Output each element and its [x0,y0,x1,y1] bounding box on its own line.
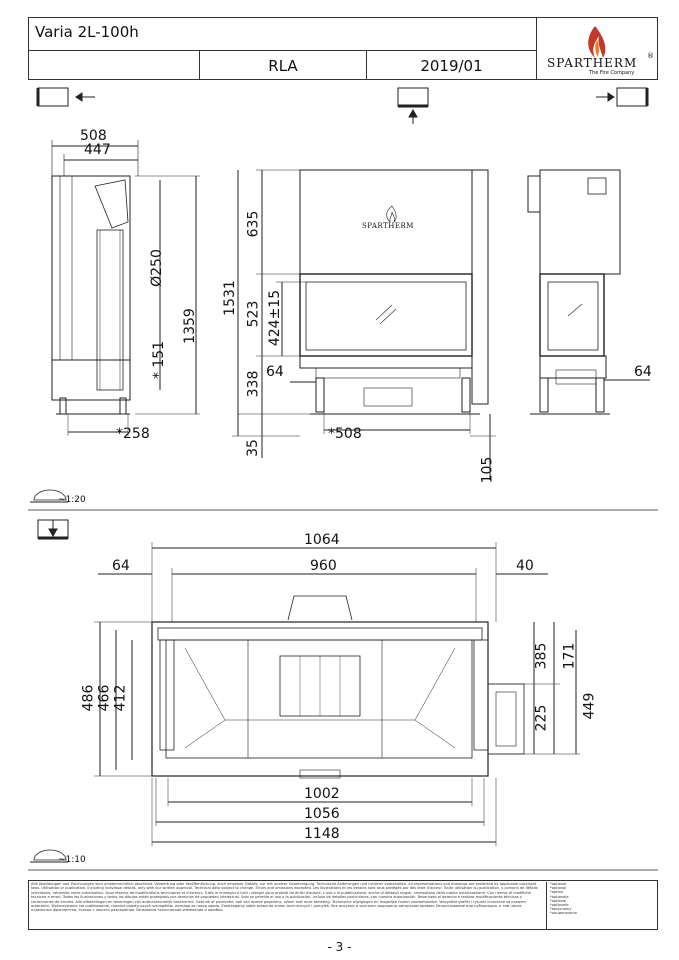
option-item: *опционально [550,911,577,916]
page-number: - 3 - [327,940,352,954]
dim-plan-1148: 1148 [304,826,340,842]
dim-plan-412: 412 [112,684,129,712]
dim-front-105: 105 [479,456,496,484]
left-view-icon [38,88,95,106]
dim-front-523: 523 [245,300,262,328]
front-view-icon [398,88,428,124]
model-name: Varia 2L-100h [35,23,139,41]
dim-right-64: 64 [634,364,652,380]
option-item: *option [550,890,564,895]
scale-label-top: ~1:20 [58,495,86,505]
right-view-icon [596,88,647,106]
dim-front-508: *508 [328,426,362,442]
dim-side-508: 508 [80,128,107,144]
legal-text: Alle Abbildungen und Zeichnungen sind urheberrechtlich geschützt. Verwertung oder Veröffentlichung, auch einzelner Details, nur mit unserer Genehmigung. Technische Änderungen und Irrtümer vorbehalten. All representations and drawings are protected by applicable copyright laws. Utilisation or publication, including individual details, only with our written approval. Technical data subject to change. Errors and omissions excepted. Les illustrations et les dessins sont tous protégés par des droit d'auteur. Toute utilisation ou publication, y compris de détails individuels, nécessite notre autorisation. Sous réserve de modifications techniques et d'erreurs. Tutte le immagini e tutti i disegni sono protetti da diritti d'autore. L'uso o la pubblicazione, anche di dettagli singoli, necessitano della nostra autorizzazione. Con riserva di modifiche tecniche e errori. Todas las ilustraciones y todos los dibujos están protegidos por derechos de propiedad intelectual. Solo se permite el uso o la publicación, incluso de detalles particulares, con nuestra autorización. Reservado el derecho a realizar modificaciones técnicas y correcciones de errores. Alle afbeeldingen en tekeningen zijn auteursrechtelijk beschermd. Gebruik of publicatie, ook van aparte gegevens, alleen met onze toelating. Technische wijzigingen en mogelijke fouten voorbehouden. Wszystkie grafiki i rysunki chronione są prawem autorskim. Wykorzystanie lub publikowanie, również pojedynczych szczegółów, wymaga za naszą zgodą. Zastrzegamy sobie prawo do zmian technicznych i pomyłek. Все рисунки и чертежи защищены авторским правом. Использование или публикация, в том числе отдельных фрагментов, только с нашего разрешения. Возможны технические изменения и ошибки. [31,882,538,913]
dim-front-35: 35 [244,439,261,457]
brand-registered: ® [647,52,654,60]
side-view [52,140,200,436]
options-list [546,882,656,930]
dim-side-1359: 1359 [181,308,198,344]
dim-front-338: 338 [245,370,262,398]
dim-front-1531: 1531 [221,280,238,316]
dim-front-635: 635 [245,210,262,238]
dim-plan-225: 225 [533,704,550,732]
option-item: *optional [550,882,567,886]
dim-plan-1064: 1064 [304,532,340,548]
dim-front-64: 64 [266,364,284,380]
legal-footer [28,880,658,930]
option-item: *optionale [550,894,569,899]
brand-name: SPARTHERM [547,56,638,70]
dim-plan-1002: 1002 [304,786,340,802]
dim-plan-960: 960 [310,558,337,574]
dim-side-447: 447 [84,142,111,158]
option-item: *optionele [550,903,569,908]
dim-plan-449: 449 [581,692,598,720]
option-item: *optional [550,898,567,903]
dim-plan-1056: 1056 [304,806,340,822]
dim-plan-40: 40 [516,558,534,574]
dim-plan-171: 171 [561,642,578,670]
brand-tagline: The Fire Company [589,70,635,76]
dim-plan-466: 466 [96,684,113,712]
dim-plan-486: 486 [80,684,97,712]
front-logo: SPARTHERM [362,222,414,230]
option-item: *optional [550,886,567,891]
dim-front-424: 424±15 [267,289,284,347]
right-view [528,170,650,414]
dim-side-diameter: Ø250 [148,249,165,287]
scale-label-bottom: ~1:10 [58,855,86,865]
dim-plan-64: 64 [112,558,130,574]
variant-label: RLA [268,57,298,75]
dim-side-258: *258 [116,426,150,442]
dim-plan-385: 385 [533,642,550,670]
option-item: *opcjonalny [550,907,572,912]
top-view-icon [38,520,68,538]
dim-side-151: * 151 [151,340,168,380]
date-label: 2019/01 [420,57,483,75]
